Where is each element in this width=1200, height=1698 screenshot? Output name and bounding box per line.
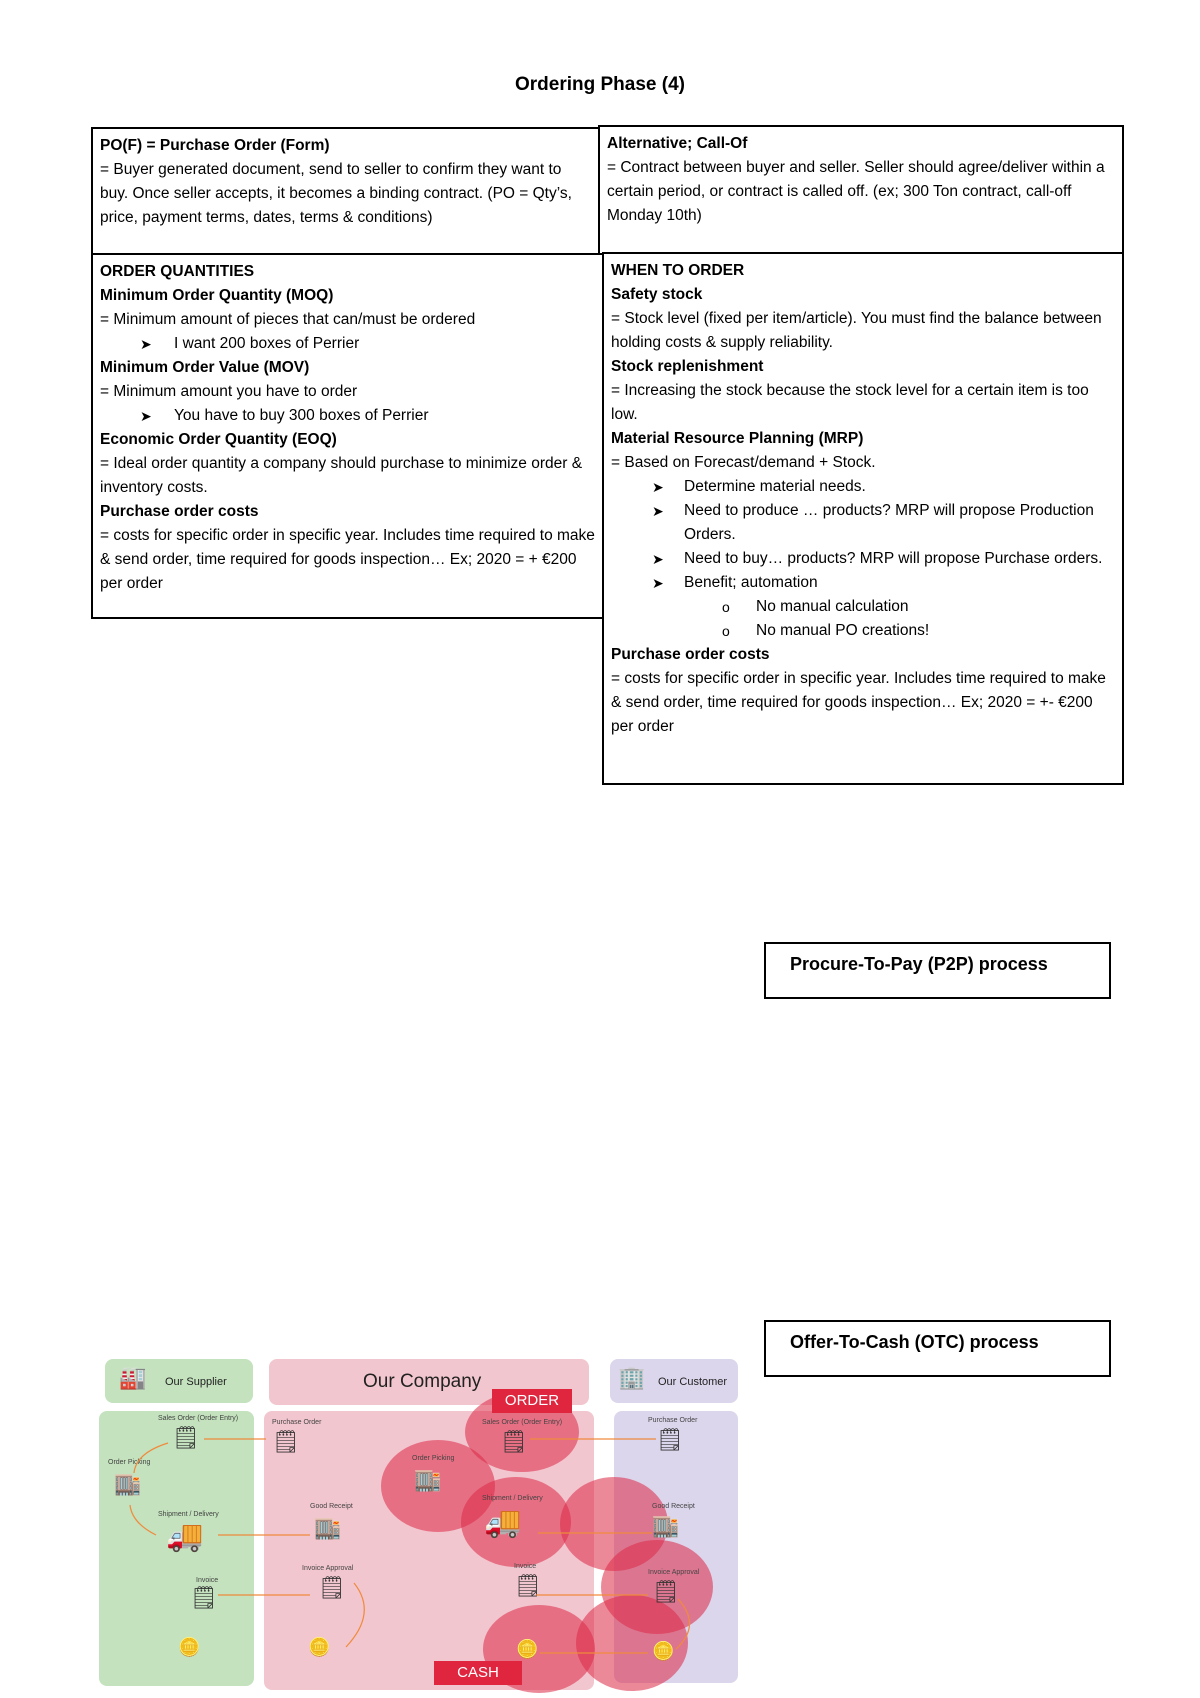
stock-replenishment-heading: Stock replenishment (611, 358, 764, 375)
truck-icon: 🚚 (484, 1506, 522, 1539)
company-step: Good Receipt (310, 1503, 353, 1510)
po-heading: PO(F) = Purchase Order (Form) (100, 137, 330, 154)
otc-process-diagram (96, 1355, 746, 1690)
po-definition-box (91, 127, 600, 255)
customer-step: Purchase Order (648, 1417, 698, 1424)
warehouse-icon: 🏬 (414, 1467, 442, 1492)
wto-purchase-order-costs-text: = costs for specific order in specific year. Includes time required to make & send order, time required for goods inspection… Ex; 2020 = +- €200 per order (611, 670, 1106, 735)
building-icon: 🏢 (618, 1365, 646, 1390)
mov-heading: Minimum Order Value (MOV) (100, 359, 310, 376)
purchase-order-costs-text: = costs for specific order in specific year. Includes time required to make & send order, time required for goods inspection… Ex; 2020 = + €200 per order (100, 527, 595, 592)
mrp-heading: Material Resource Planning (MRP) (611, 430, 864, 447)
flow-arrows (96, 1355, 746, 1690)
order-quantities-box (91, 253, 604, 619)
mrp-point: ➤ Benefit; automation (611, 571, 1115, 595)
supplier-step: Shipment / Delivery (158, 1511, 219, 1518)
coins-icon: 🪙 (308, 1637, 331, 1657)
when-to-order-heading: WHEN TO ORDER (611, 262, 745, 279)
company-step: Sales Order (Order Entry) (482, 1419, 563, 1426)
safety-stock-text: = Stock level (fixed per item/article). You must find the balance between holding costs & supply reliability. (611, 310, 1102, 351)
stock-replenishment-text: = Increasing the stock because the stock level for a certain item is too low. (611, 382, 1089, 423)
supplier-step: Invoice (196, 1577, 219, 1584)
document-icon: 🗒 (500, 1429, 528, 1454)
customer-step: Good Receipt (652, 1503, 695, 1510)
document-icon: 🗒 (190, 1585, 218, 1610)
moq-text: = Minimum amount of pieces that can/must be ordered (100, 311, 476, 328)
po-text: = Buyer generated document, send to seller to confirm they want to buy. Once seller accepts, it becomes a binding contract. (PO = Qty’s, price, payment terms, dates, terms & conditions) (100, 161, 572, 226)
benefit-point: o No manual PO creations! (611, 619, 1115, 643)
warehouse-icon: 🏬 (652, 1513, 680, 1538)
eoq-text: = Ideal order quantity a company should purchase to minimize order & inventory costs. (100, 455, 583, 496)
supplier-step: Sales Order (Order Entry) (158, 1415, 239, 1422)
otc-process-label: Offer-To-Cash (OTC) process (764, 1320, 1111, 1377)
p2p-process-label: Procure-To-Pay (P2P) process (764, 942, 1111, 999)
company-step: Shipment / Delivery (482, 1495, 543, 1502)
benefit-point: o No manual calculation (611, 595, 1115, 619)
factory-icon: 🏭 (119, 1365, 147, 1390)
coins-icon: 🪙 (178, 1637, 201, 1657)
calloff-text: = Contract between buyer and seller. Seller should agree/deliver within a certain period, or contract is called off. (ex; 300 Ton contract, call-off Monday 10th) (607, 159, 1105, 224)
moq-example: ➤ I want 200 boxes of Perrier (100, 332, 595, 356)
warehouse-icon: 🏬 (314, 1515, 342, 1540)
company-step: Invoice Approval (302, 1565, 354, 1572)
company-step: Purchase Order (272, 1419, 322, 1426)
wto-purchase-order-costs-heading: Purchase order costs (611, 646, 770, 663)
document-icon: 🗒 (172, 1425, 200, 1450)
cash-banner: CASH (434, 1661, 522, 1685)
document-icon: 🗒 (514, 1573, 542, 1598)
warehouse-icon: 🏬 (114, 1471, 142, 1496)
mrp-point: ➤ Need to produce … products? MRP will propose Production Orders. (611, 499, 1115, 547)
calloff-heading: Alternative; Call-Of (607, 135, 748, 152)
company-step: Invoice (514, 1563, 537, 1570)
mrp-point: ➤ Determine material needs. (611, 475, 1115, 499)
company-step: Order Picking (412, 1455, 455, 1462)
coins-icon: 🪙 (516, 1639, 539, 1659)
customer-step: Invoice Approval (648, 1569, 700, 1576)
coins-icon: 🪙 (652, 1641, 675, 1661)
eoq-heading: Economic Order Quantity (EOQ) (100, 431, 337, 448)
mov-example: ➤ You have to buy 300 boxes of Perrier (100, 404, 595, 428)
supplier-step: Order Picking (108, 1459, 151, 1466)
customer-label: Our Customer (658, 1376, 728, 1388)
mrp-point: ➤ Need to buy… products? MRP will propose Purchase orders. (611, 547, 1115, 571)
document-icon: 🗒 (318, 1575, 346, 1600)
moq-heading: Minimum Order Quantity (MOQ) (100, 287, 334, 304)
order-quantities-heading: ORDER QUANTITIES (100, 263, 255, 280)
truck-icon: 🚚 (166, 1520, 204, 1553)
document-icon: 🗒 (656, 1427, 684, 1452)
company-label: Our Company (363, 1371, 482, 1392)
mrp-text: = Based on Forecast/demand + Stock. (611, 454, 876, 471)
document-icon: 🗒 (652, 1579, 680, 1604)
document-icon: 🗒 (272, 1429, 300, 1454)
safety-stock-heading: Safety stock (611, 286, 703, 303)
page-title: Ordering Phase (4) (515, 74, 685, 95)
purchase-order-costs-heading: Purchase order costs (100, 503, 259, 520)
mov-text: = Minimum amount you have to order (100, 383, 358, 400)
when-to-order-box (602, 252, 1124, 785)
supplier-label: Our Supplier (165, 1376, 227, 1388)
order-banner: ORDER (492, 1389, 572, 1413)
